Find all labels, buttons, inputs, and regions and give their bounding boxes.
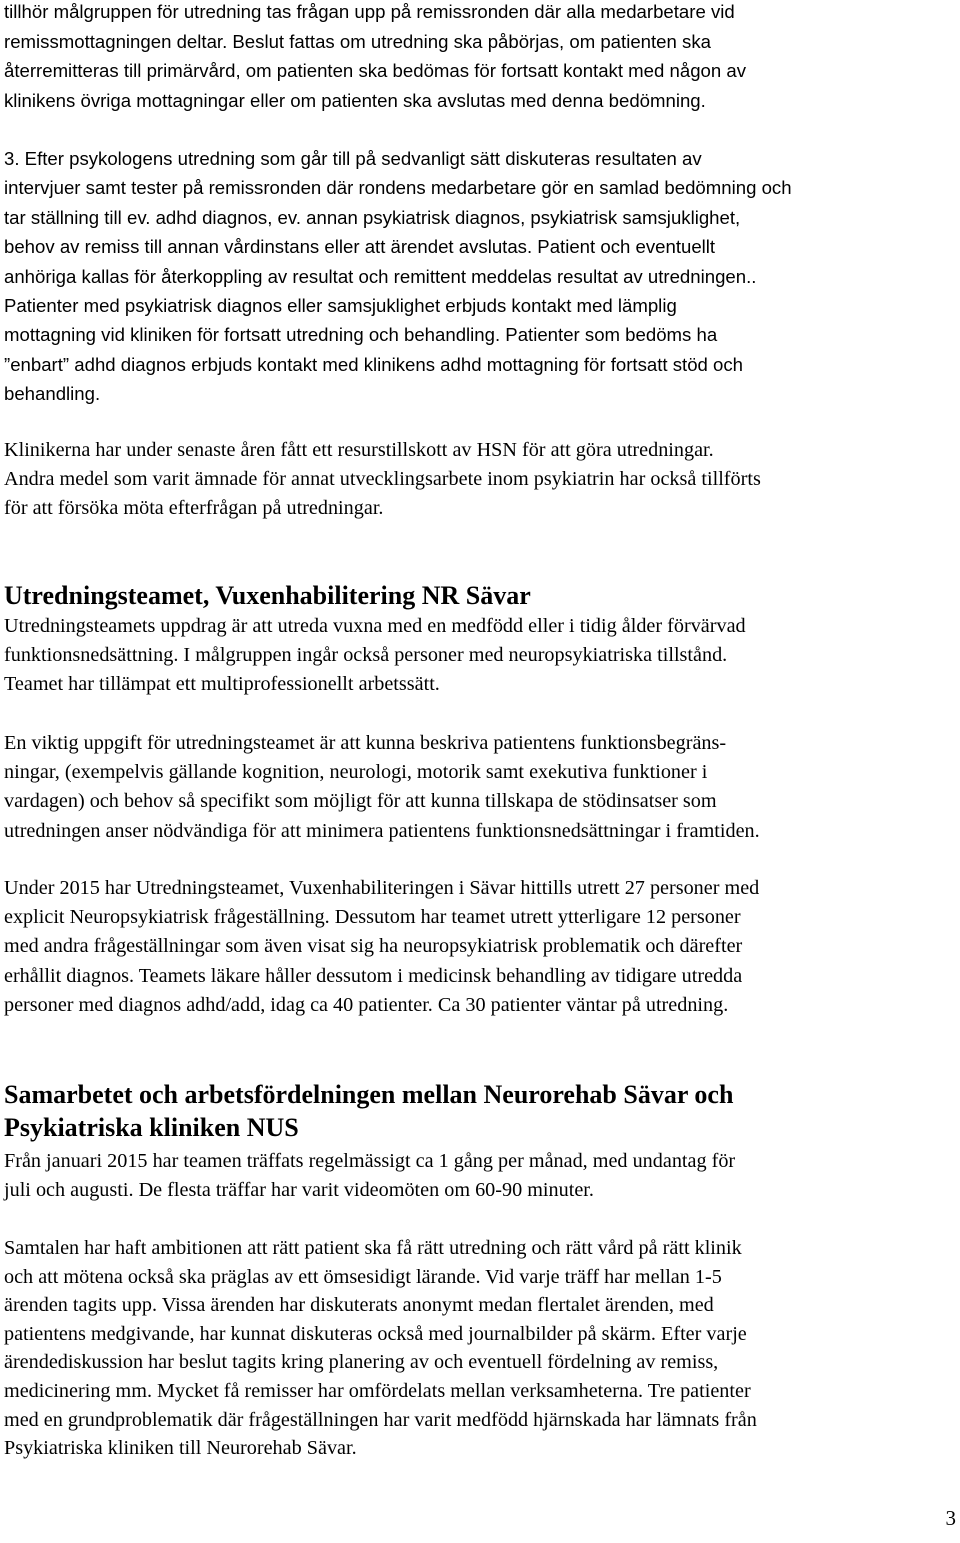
section-heading-cooperation (4, 1078, 733, 1144)
text-line: Klinikerna har under senaste åren fått ett resurstillskott av HSN för att göra utredningar. (4, 439, 714, 461)
text-line: återremitteras till primärvård, om patienten ska bedömas för fortsatt kontakt med någon av (4, 60, 747, 81)
text-line: ningar, (exempelvis gällande kognition, neurologi, motorik samt exekutiva funktioner i (4, 761, 708, 784)
cooperation-body-paragraph (4, 1234, 757, 1463)
text-line: medicinering mm. Mycket få remisser har omfördelats mellan verksamheterna. Tre patienter (4, 1379, 751, 1402)
cooperation-intro-paragraph (4, 1147, 735, 1205)
text-line: erhållit diagnos. Teamets läkare håller dessutom i medicinsk behandling av tidigare utredda (4, 964, 743, 987)
text-line: personer med diagnos adhd/add, idag ca 40 patienter. Ca 30 patienter väntar på utredning. (4, 993, 729, 1016)
text-line: ärendediskussion har beslut tagits kring planering av och eventuell fördelning av remiss, (4, 1351, 719, 1374)
text-line: tar ställning till ev. adhd diagnos, ev. annan psykiatrisk diagnos, psykiatrisk samsjuklighet, (4, 206, 741, 228)
section-heading-team: Utredningsteamet, Vuxenhabilitering NR Sävar (4, 581, 531, 610)
text-line: mottagning vid kliniken för fortsatt utredning och behandling. Patienter som bedöms ha (4, 324, 718, 346)
text-line: Utredningsteamets uppdrag är att utreda vuxna med en medfödd eller i tidig ålder förvärvad (4, 615, 746, 637)
top-paragraph (4, 0, 746, 115)
text-line: patientens medgivande, har kunnat diskuteras också med journalbilder på skärm. Efter varje (4, 1322, 747, 1345)
text-line: intervjuer samt tester på remissronden där rondens medarbetare gör en samlad bedömning och (4, 177, 792, 199)
page-number: 3 (945, 1506, 956, 1530)
text-line: Under 2015 har Utredningsteamet, Vuxenhabiliteringen i Sävar hittills utrett 27 personer med (4, 877, 760, 899)
text-line: Från januari 2015 har teamen träffats regelmässigt ca 1 gång per månad, med undantag för (4, 1150, 736, 1172)
text-line: En viktig uppgift för utredningsteamet är att kunna beskriva patientens funktionsbegräns- (4, 732, 727, 754)
text-line: med en grundproblematik där frågeställningen har varit medfödd hjärnskada har lämnats från (4, 1408, 757, 1431)
text-line: anhöriga kallas för återkoppling av resultat och remittent meddelas resultat av utredningen.. (4, 265, 757, 287)
text-line: tillhör målgruppen för utredning tas frågan upp på remissronden där alla medarbetare vid (4, 1, 735, 22)
text-line: Samtalen har haft ambitionen att rätt patient ska få rätt utredning och rätt vård på rätt klinik (4, 1237, 742, 1259)
item-3-paragraph (4, 144, 792, 409)
text-line: utredningen anser nödvändiga för att minimera patientens funktionsnedsättningar i framtiden. (4, 819, 760, 842)
text-line: behandling. (4, 383, 101, 405)
text-line: Psykiatriska kliniken till Neurorehab Sävar. (4, 1437, 357, 1460)
resources-paragraph (4, 436, 761, 524)
text-line: ”enbart” adhd diagnos erbjuds kontakt med klinikens adhd mottagning för fortsatt stöd och (4, 353, 744, 375)
team-intro-paragraph (4, 612, 746, 700)
text-line: med andra frågeställningar som även visat sig ha neuropsykiatrisk problematik och därefter (4, 935, 743, 958)
text-line: ärenden tagits upp. Vissa ärenden har diskuterats anonymt medan flertalet ärenden, med (4, 1294, 714, 1317)
text-line: klinikens övriga mottagningar eller om patienten ska avslutas med denna bedömning. (4, 89, 706, 111)
team-task-paragraph (4, 729, 760, 846)
text-line: explicit Neuropsykiatrisk frågeställning. Dessutom har teamet utrett ytterligare 12 personer (4, 906, 741, 929)
text-line: funktionsnedsättning. I målgruppen ingår också personer med neuropsykiatriska tillstånd. (4, 644, 728, 667)
text-line: remissmottagningen deltar. Beslut fattas om utredning ska påbörjas, om patienten ska (4, 30, 711, 52)
text-line: 3. Efter psykologens utredning som går till på sedvanligt sätt diskuteras resultaten av (4, 148, 702, 169)
text-line: för att försöka möta efterfrågan på utredningar. (4, 497, 384, 520)
team-stats-paragraph (4, 874, 759, 1020)
text-line: Andra medel som varit ämnade för annat utvecklingsarbete inom psykiatrin har också tillförts (4, 468, 761, 491)
text-line: Patienter med psykiatrisk diagnos eller samsjuklighet erbjuds kontakt med lämplig (4, 295, 677, 317)
text-line: Teamet har tillämpat ett multiprofessionellt arbetssätt. (4, 673, 440, 696)
heading-line: Psykiatriska kliniken NUS (4, 1113, 299, 1142)
text-line: vardagen) och behov så specifikt som möjligt för att kunna tillskapa de stödinsatser som (4, 790, 717, 813)
text-line: juli och augusti. De flesta träffar har varit videomöten om 60-90 minuter. (4, 1179, 594, 1202)
heading-line: Samarbetet och arbetsfördelningen mellan Neurorehab Sävar och (4, 1080, 734, 1109)
text-line: behov av remiss till annan vårdinstans eller att ärendet avslutas. Patient och eventuellt (4, 236, 716, 258)
text-line: och att mötena också ska präglas av ett ömsesidigt lärande. Vid varje träff har mellan 1-5 (4, 1265, 722, 1288)
